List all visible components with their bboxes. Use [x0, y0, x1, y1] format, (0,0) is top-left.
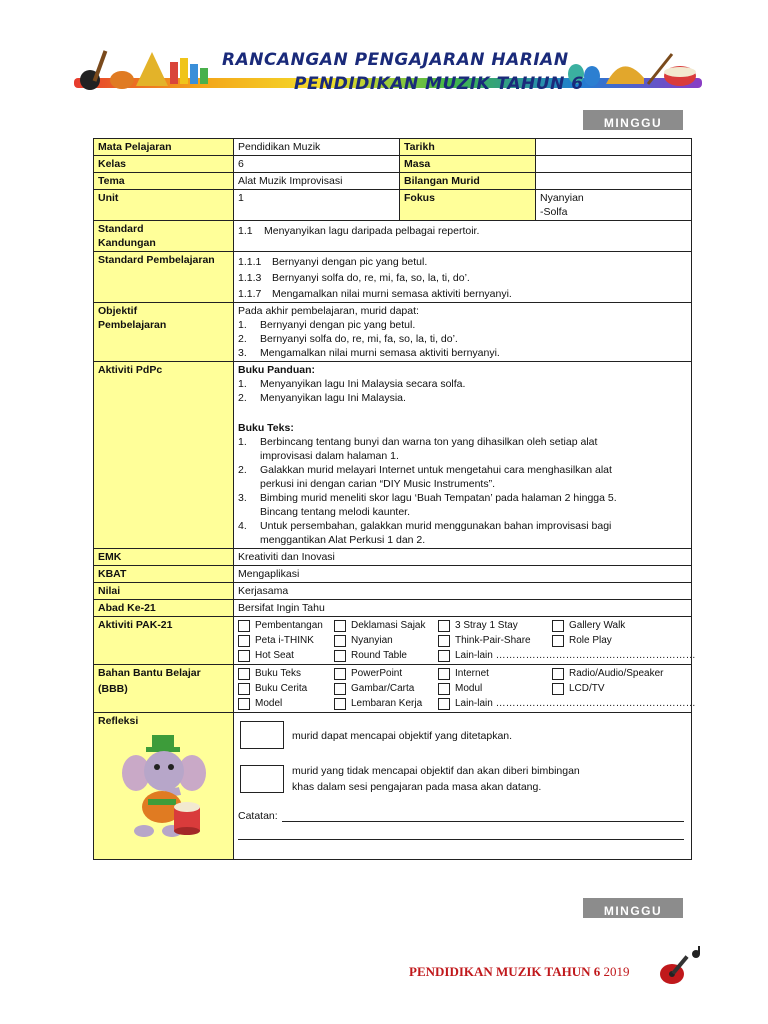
teks-text: Untuk persembahan, galakkan murid menggunakan bahan improvisasi bagi [260, 520, 612, 532]
teks-text: perkusi ini dengan carian “DIY Music Instruments”. [260, 478, 495, 490]
objektif-num: 3. [238, 347, 247, 359]
sp-num: 1.1.1 [238, 256, 262, 268]
pak21-option[interactable] [334, 634, 438, 648]
label-line: Pembelajaran [98, 319, 167, 331]
label-refleksi [94, 713, 234, 860]
bbb-option[interactable] [334, 697, 438, 711]
checkbox[interactable] [552, 683, 564, 695]
teks-text: menggantikan Alat Perkusi 1 dan 2. [260, 534, 426, 546]
panduan-text: Menyanyikan lagu Ini Malaysia secara solfa. [260, 378, 466, 390]
bbb-option[interactable] [334, 682, 438, 696]
title-line-1: RANCANGAN PENGAJARAN HARIAN [222, 50, 569, 70]
option-label: Lain-lain …………………………………………………… [455, 650, 696, 661]
bbb-option[interactable] [552, 667, 682, 681]
sk-num: 1.1 [238, 225, 253, 237]
label-nilai: Nilai [94, 583, 234, 600]
option-label: Nyanyian [351, 635, 393, 646]
label-aktiviti: Aktiviti PdPc [94, 362, 234, 549]
checkbox[interactable] [238, 650, 250, 662]
checkbox[interactable] [334, 668, 346, 680]
checkbox[interactable] [238, 620, 250, 632]
objektif-num: 1. [238, 319, 247, 331]
pak21-option[interactable] [334, 649, 438, 663]
header-banner [74, 44, 702, 96]
checkbox[interactable] [238, 683, 250, 695]
option-label: Pembentangan [255, 620, 323, 631]
reflection-text-b2: khas dalam sesi pengajaran pada masa akan datang. [292, 781, 542, 793]
pak21-option[interactable] [438, 634, 552, 648]
sk-text: Menyanyikan lagu daripada pelbagai repertoir. [264, 225, 480, 237]
label-line: Standard [98, 223, 144, 235]
label-masa: Masa [400, 156, 536, 173]
bbb-option[interactable] [552, 682, 682, 696]
teks-text: Berbincang tentang bunyi dan warna ton yang dihasilkan oleh setiap alat [260, 436, 598, 448]
reflection-count-box-a[interactable] [240, 721, 284, 749]
row-pak21 [94, 617, 692, 665]
label-objektif [94, 303, 234, 362]
row-bbb [94, 665, 692, 713]
option-label: Lain-lain …………………………………………………… [455, 698, 696, 709]
objektif-text: Bernyanyi solfa do, re, mi, fa, so, la, ti, do’. [260, 333, 458, 345]
teks-text: Bimbing murid meneliti skor lagu ‘Buah Tempatan’ pada halaman 2 hingga 5. [260, 492, 617, 504]
objektif-intro: Pada akhir pembelajaran, murid dapat: [238, 305, 419, 317]
label-emk: EMK [94, 549, 234, 566]
option-label: Gallery Walk [569, 620, 626, 631]
option-label: 3 Stray 1 Stay [455, 620, 518, 631]
bbb-option[interactable] [438, 682, 552, 696]
value-bbb [234, 665, 696, 713]
label-line: Objektif [98, 305, 138, 317]
row-standard-pembelajaran [94, 252, 692, 303]
option-label: Role Play [569, 635, 612, 646]
label-tema: Tema [94, 173, 234, 190]
catatan-line-2[interactable] [238, 829, 684, 840]
label-bbb [94, 665, 234, 713]
option-label: Think-Pair-Share [455, 635, 531, 646]
value-tarikh[interactable] [536, 139, 692, 156]
objektif-text: Bernyanyi dengan pic yang betul. [260, 319, 416, 331]
row-objektif [94, 303, 692, 362]
option-label: LCD/TV [569, 683, 605, 694]
reflection-text-a: murid dapat mencapai objektif yang ditetapkan. [292, 730, 513, 742]
bbb-option[interactable] [438, 697, 696, 711]
option-label: Round Table [351, 650, 407, 661]
objektif-num: 2. [238, 333, 247, 345]
value-objektif[interactable] [234, 303, 692, 362]
option-label: PowerPoint [351, 668, 403, 679]
bbb-option[interactable] [334, 667, 438, 681]
minggu-label-top: MINGGU [583, 110, 683, 130]
checkbox[interactable] [438, 620, 450, 632]
checkbox[interactable] [238, 668, 250, 680]
option-label: Buku Teks [255, 668, 301, 679]
checkbox[interactable] [334, 620, 346, 632]
value-fokus[interactable] [536, 190, 692, 221]
instruments-left-icon [74, 44, 214, 96]
row-abad [94, 600, 692, 617]
checkbox[interactable] [238, 698, 250, 710]
reflection-count-box-b[interactable] [240, 765, 284, 793]
checkbox[interactable] [552, 620, 564, 632]
bbb-option[interactable] [238, 682, 334, 696]
row-mata-pelajaran [94, 139, 692, 156]
value-unit[interactable]: 1 [234, 190, 400, 221]
row-kelas [94, 156, 692, 173]
teks-num: 2. [238, 464, 247, 476]
pak21-option[interactable] [238, 649, 334, 663]
value-pak21 [234, 617, 696, 665]
checkbox[interactable] [438, 668, 450, 680]
objektif-text: Mengamalkan nilai murni semasa aktiviti bernyanyi. [260, 347, 500, 359]
option-label: Hot Seat [255, 650, 294, 661]
teks-text: Bincang tentang melodi kaunter. [260, 506, 411, 518]
panduan-text: Menyanyikan lagu Ini Malaysia. [260, 392, 406, 404]
checkbox[interactable] [552, 635, 564, 647]
elephant-drummer-icon [122, 733, 208, 841]
catatan-line-1[interactable] [282, 811, 684, 822]
label-mata-pelajaran: Mata Pelajaran [94, 139, 234, 156]
label-kbat: KBAT [94, 566, 234, 583]
fokus-line-2: -Solfa [540, 206, 568, 218]
row-tema [94, 173, 692, 190]
value-mata-pelajaran[interactable]: Pendidikan Muzik [234, 139, 400, 156]
option-label: Deklamasi Sajak [351, 620, 426, 631]
lesson-plan-table [93, 138, 696, 860]
panduan-num: 1. [238, 378, 247, 390]
label-abad: Abad Ke-21 [94, 600, 234, 617]
value-abad[interactable]: Bersifat Ingin Tahu [234, 600, 692, 617]
pak21-option[interactable] [238, 619, 334, 633]
row-nilai [94, 583, 692, 600]
checkbox[interactable] [438, 635, 450, 647]
refleksi-label: Refleksi [98, 715, 139, 727]
option-label: Radio/Audio/Speaker [569, 668, 664, 679]
pak21-option[interactable] [438, 649, 696, 663]
checkbox[interactable] [438, 698, 450, 710]
catatan-label: Catatan: [238, 810, 278, 822]
pak21-option[interactable] [334, 619, 438, 633]
reflection-text-b1: murid yang tidak mencapai objektif dan akan diberi bimbingan [292, 765, 580, 777]
pak21-option[interactable] [238, 634, 334, 648]
row-aktiviti [94, 362, 692, 549]
row-unit [94, 190, 692, 221]
value-emk[interactable]: Kreativiti dan Inovasi [234, 549, 692, 566]
footer-year: 2019 [603, 964, 630, 979]
value-bilangan-murid[interactable] [536, 173, 692, 190]
option-label: Peta i-THINK [255, 635, 314, 646]
value-tema[interactable]: Alat Muzik Improvisasi [234, 173, 400, 190]
pak21-option[interactable] [438, 619, 552, 633]
teks-text: Galakkan murid melayari Internet untuk mengetahui cara menghasilkan alat [260, 464, 612, 476]
checkbox[interactable] [438, 650, 450, 662]
option-label: Internet [455, 668, 489, 679]
value-kelas[interactable]: 6 [234, 156, 400, 173]
value-masa[interactable] [536, 156, 692, 173]
value-kbat[interactable]: Mengaplikasi [234, 566, 692, 583]
teks-num: 4. [238, 520, 247, 532]
label-tarikh: Tarikh [400, 139, 536, 156]
option-label: Lembaran Kerja [351, 698, 423, 709]
panduan-num: 2. [238, 392, 247, 404]
pak21-option[interactable] [552, 619, 682, 633]
sp-num: 1.1.3 [238, 272, 262, 284]
sp-text: Bernyanyi solfa do, re, mi, fa, so, la, ti, do’. [272, 272, 470, 284]
teks-num: 1. [238, 436, 247, 448]
label-standard-pembelajaran: Standard Pembelajaran [94, 252, 234, 303]
footer-title: PENDIDIKAN MUZIK TAHUN 6 [409, 964, 601, 979]
teks-num: 3. [238, 492, 247, 504]
value-nilai[interactable]: Kerjasama [234, 583, 692, 600]
checkbox[interactable] [334, 698, 346, 710]
checkbox[interactable] [334, 683, 346, 695]
label-pak21: Aktiviti PAK-21 [94, 617, 234, 665]
sp-text: Bernyanyi dengan pic yang betul. [272, 256, 428, 268]
checkbox[interactable] [334, 650, 346, 662]
checkbox[interactable] [552, 668, 564, 680]
value-standard-kandungan[interactable] [234, 221, 692, 252]
sp-num: 1.1.7 [238, 288, 262, 300]
label-line: Kandungan [98, 237, 156, 249]
row-refleksi [94, 713, 692, 860]
row-standard-kandungan [94, 221, 692, 252]
label-line: Bahan Bantu Belajar [98, 667, 201, 679]
panduan-title: Buku Panduan: [238, 364, 316, 376]
guitar-music-icon [656, 946, 704, 988]
bbb-option[interactable] [238, 667, 334, 681]
option-label: Gambar/Carta [351, 683, 415, 694]
value-standard-pembelajaran[interactable] [234, 252, 692, 303]
teks-text: improvisasi dalam halaman 1. [260, 450, 399, 462]
label-fokus: Fokus [400, 190, 536, 221]
label-standard-kandungan [94, 221, 234, 252]
value-aktiviti[interactable] [234, 362, 692, 549]
checkbox[interactable] [438, 683, 450, 695]
bbb-option[interactable] [438, 667, 552, 681]
label-bilangan-murid: Bilangan Murid [400, 173, 536, 190]
title-line-2: PENDIDIKAN MUZIK TAHUN 6 [294, 74, 584, 94]
fokus-line-1: Nyanyian [540, 192, 584, 204]
sp-text: Mengamalkan nilai murni semasa aktiviti bernyanyi. [272, 288, 512, 300]
option-label: Model [255, 698, 283, 709]
bbb-option[interactable] [238, 697, 334, 711]
row-emk [94, 549, 692, 566]
checkbox[interactable] [334, 635, 346, 647]
label-unit: Unit [94, 190, 234, 221]
row-kbat [94, 566, 692, 583]
label-kelas: Kelas [94, 156, 234, 173]
checkbox[interactable] [238, 635, 250, 647]
label-line: (BBB) [98, 683, 128, 695]
value-refleksi [234, 713, 692, 860]
option-label: Buku Cerita [255, 683, 308, 694]
teks-title: Buku Teks: [238, 422, 294, 434]
minggu-label-bottom: MINGGU [583, 898, 683, 918]
pak21-option[interactable] [552, 634, 682, 648]
footer-text [409, 964, 630, 980]
option-label: Modul [455, 683, 483, 694]
